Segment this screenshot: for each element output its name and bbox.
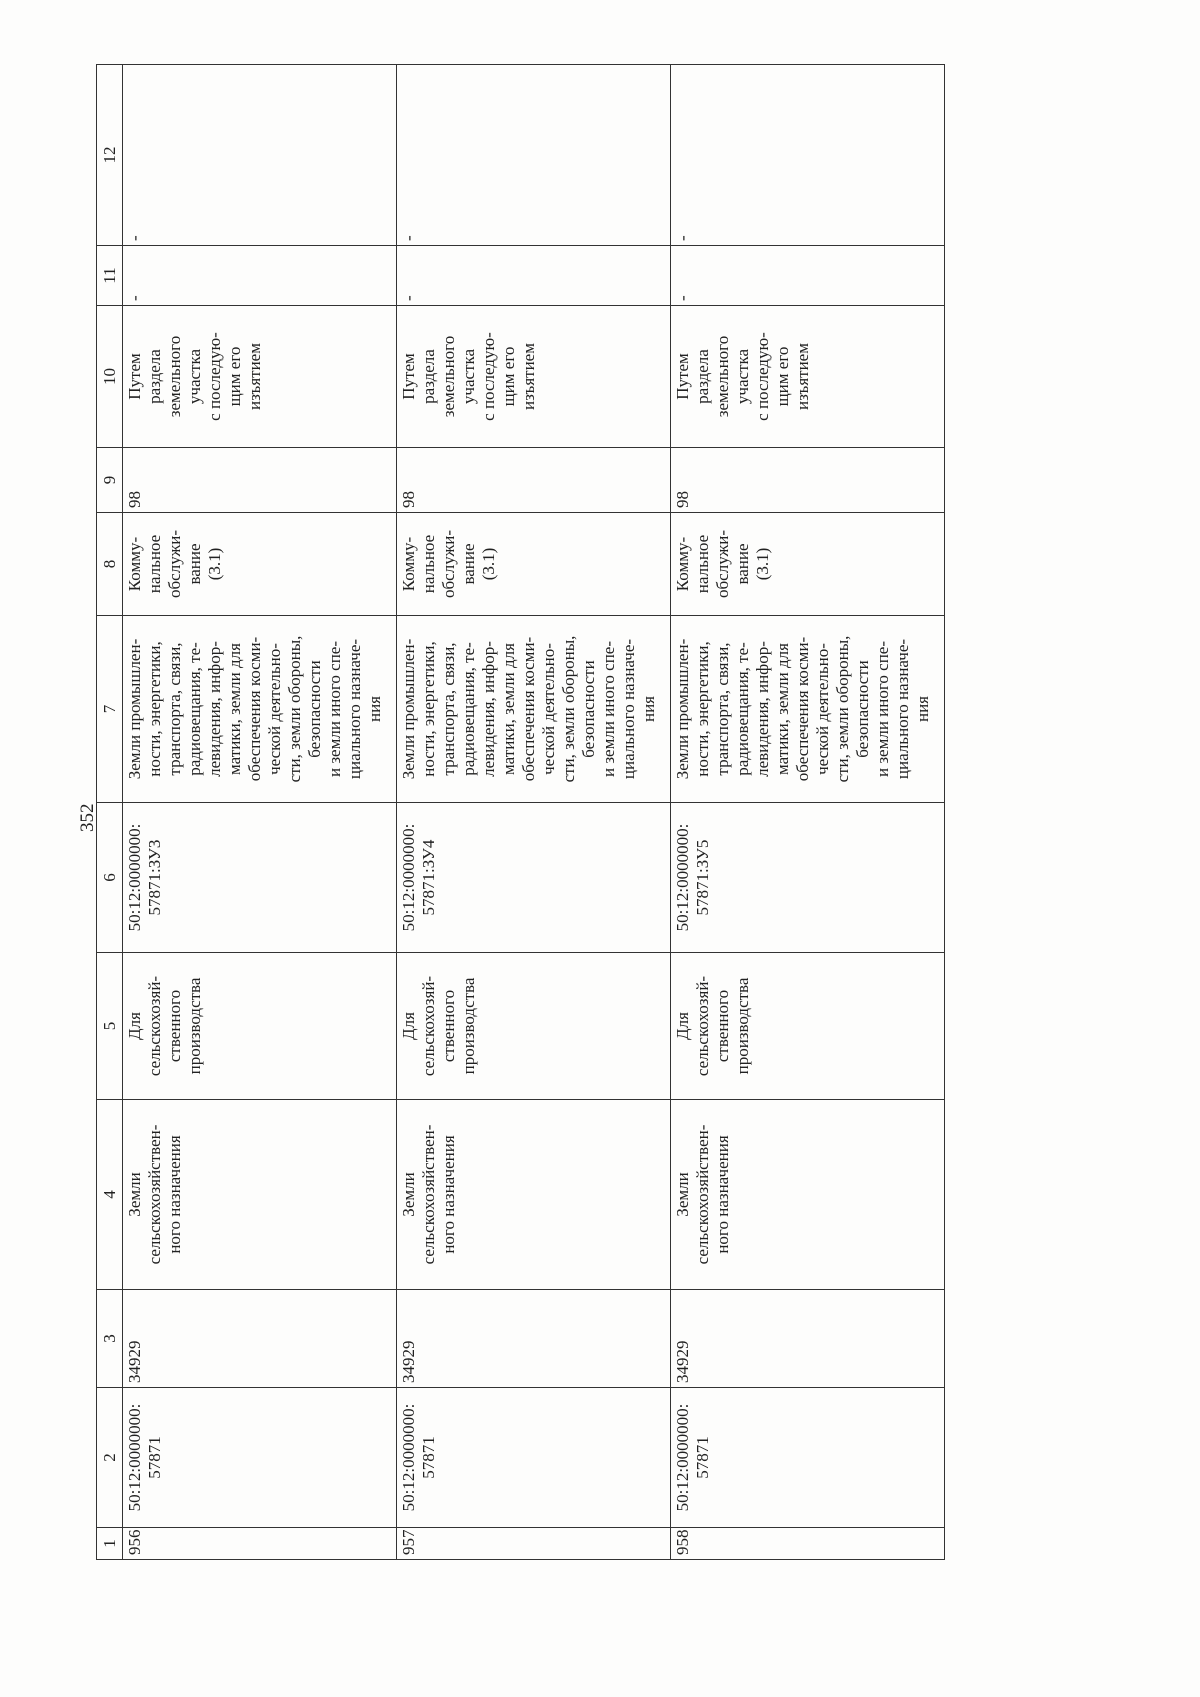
cadastral-number: 50:12:0000000: 57871 xyxy=(671,1388,945,1528)
table-row xyxy=(397,65,671,1560)
header-cell: 2 xyxy=(97,1388,123,1528)
column-11-value: - xyxy=(671,246,945,306)
formation-method: Путем раздела земельного участка с последую- щим его изъятием xyxy=(123,306,397,448)
header-cell: 7 xyxy=(97,616,123,803)
column-11-value: - xyxy=(397,246,671,306)
land-plots-table xyxy=(96,64,945,1560)
plot-number: 50:12:0000000: 57871:ЗУ4 xyxy=(397,803,671,953)
header-cell: 12 xyxy=(97,65,123,246)
header-cell: 6 xyxy=(97,803,123,953)
column-12-value: - xyxy=(123,65,397,246)
new-area-value: 98 xyxy=(123,448,397,513)
column-12-value: - xyxy=(671,65,945,246)
header-cell: 5 xyxy=(97,953,123,1100)
area-value: 34929 xyxy=(671,1290,945,1388)
row-number: 958 xyxy=(671,1528,945,1560)
land-category: Земли сельскохозяйствен- ного назначения xyxy=(123,1100,397,1290)
column-11-value: - xyxy=(123,246,397,306)
header-cell: 4 xyxy=(97,1100,123,1290)
new-land-category: Земли промышлен- ности, энергетики, транспорта, связи, радиовещания, те- левидения, инфор- матики, земли для обеспечения косми- ческой деятельно- сти, земли обороны, безопасности и земли иного спе- циального назначе- ния xyxy=(397,616,671,803)
table-row xyxy=(671,65,945,1560)
permitted-use: Для сельскохозяй- ственного производства xyxy=(123,953,397,1100)
header-cell: 10 xyxy=(97,306,123,448)
new-permitted-use: Комму- нальное обслужи- вание (3.1) xyxy=(397,513,671,616)
new-permitted-use: Комму- нальное обслужи- вание (3.1) xyxy=(671,513,945,616)
new-area-value: 98 xyxy=(671,448,945,513)
column-12-value: - xyxy=(397,65,671,246)
header-cell: 3 xyxy=(97,1290,123,1388)
new-land-category: Земли промышлен- ности, энергетики, транспорта, связи, радиовещания, те- левидения, инфор- матики, земли для обеспечения косми- ческой деятельно- сти, земли обороны, безопасности и земли иного спе- циального назначе- ния xyxy=(671,616,945,803)
cadastral-number: 50:12:0000000: 57871 xyxy=(397,1388,671,1528)
land-category: Земли сельскохозяйствен- ного назначения xyxy=(397,1100,671,1290)
formation-method: Путем раздела земельного участка с последую- щим его изъятием xyxy=(397,306,671,448)
new-area-value: 98 xyxy=(397,448,671,513)
area-value: 34929 xyxy=(397,1290,671,1388)
area-value: 34929 xyxy=(123,1290,397,1388)
row-number: 956 xyxy=(123,1528,397,1560)
page-number: 352 xyxy=(77,803,98,832)
header-cell: 1 xyxy=(97,1528,123,1560)
plot-number: 50:12:0000000: 57871:ЗУ5 xyxy=(671,803,945,953)
permitted-use: Для сельскохозяй- ственного производства xyxy=(397,953,671,1100)
header-cell: 9 xyxy=(97,448,123,513)
rotated-table-frame xyxy=(96,65,945,1560)
formation-method: Путем раздела земельного участка с последую- щим его изъятием xyxy=(671,306,945,448)
permitted-use: Для сельскохозяй- ственного производства xyxy=(671,953,945,1100)
new-permitted-use: Комму- нальное обслужи- вание (3.1) xyxy=(123,513,397,616)
table-row xyxy=(123,65,397,1560)
header-row xyxy=(97,65,123,1560)
land-category: Земли сельскохозяйствен- ного назначения xyxy=(671,1100,945,1290)
header-cell: 8 xyxy=(97,513,123,616)
row-number: 957 xyxy=(397,1528,671,1560)
plot-number: 50:12:0000000: 57871:ЗУ3 xyxy=(123,803,397,953)
cadastral-number: 50:12:0000000: 57871 xyxy=(123,1388,397,1528)
new-land-category: Земли промышлен- ности, энергетики, транспорта, связи, радиовещания, те- левидения, инфор- матики, земли для обеспечения косми- ческой деятельно- сти, земли обороны, безопасности и земли иного спе- циального назначе- ния xyxy=(123,616,397,803)
header-cell: 11 xyxy=(97,246,123,306)
